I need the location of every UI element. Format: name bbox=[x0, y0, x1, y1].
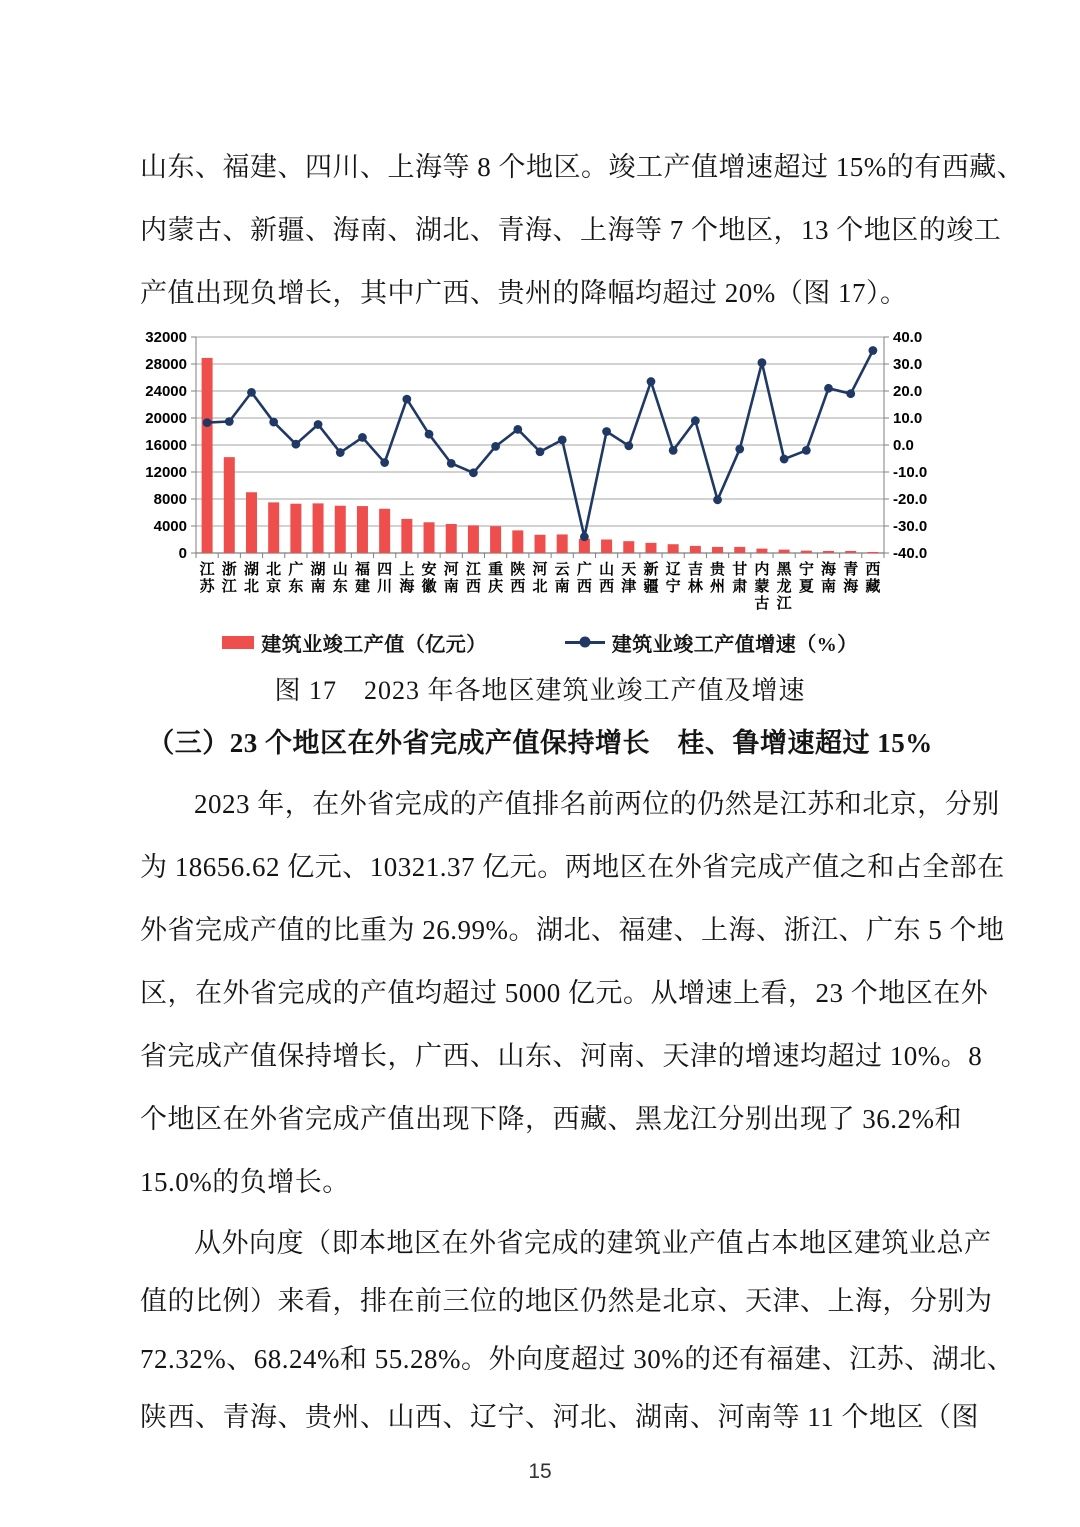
bar-新疆 bbox=[645, 543, 656, 553]
line-series-swatch bbox=[565, 641, 605, 644]
x-axis-label-char: 海 bbox=[399, 579, 415, 595]
figure-17 bbox=[140, 327, 940, 711]
line-marker-江西 bbox=[469, 468, 478, 477]
line-marker-甘肃 bbox=[735, 445, 744, 454]
text-line: 2023 年，在外省完成的产值排名前两位的仍然是江苏和北京，分别 bbox=[194, 789, 1000, 819]
legend-item-line bbox=[565, 628, 858, 657]
right-axis-label: 10.0 bbox=[893, 410, 923, 427]
line-marker-云南 bbox=[558, 435, 567, 444]
x-axis-label-char: 海 bbox=[843, 579, 859, 595]
x-axis-label-char: 西 bbox=[510, 579, 526, 595]
x-axis-label-char: 海 bbox=[821, 562, 837, 578]
bar-吉林 bbox=[690, 546, 701, 553]
growth-line bbox=[207, 351, 873, 537]
line-marker-辽宁 bbox=[669, 446, 678, 455]
x-axis-label-char: 青 bbox=[843, 562, 859, 578]
bar-内蒙古 bbox=[756, 549, 767, 553]
text-line: 值的比例）来看，排在前三位的地区仍然是北京、天津、上海，分别为 bbox=[140, 1286, 993, 1316]
x-axis-label-char: 林 bbox=[687, 579, 703, 595]
bar-天津 bbox=[623, 541, 634, 553]
line-marker-吉林 bbox=[691, 416, 700, 425]
line-marker-重庆 bbox=[491, 442, 500, 451]
bar-浙江 bbox=[224, 457, 235, 553]
x-axis-label-char: 湖 bbox=[243, 562, 259, 578]
bar-series-swatch bbox=[222, 636, 254, 649]
x-axis-label-char: 州 bbox=[710, 579, 726, 595]
x-axis-label-char: 北 bbox=[266, 562, 282, 578]
legend-line-label: 建筑业竣工产值增速（%） bbox=[611, 633, 858, 656]
x-axis-label-char: 新 bbox=[643, 562, 659, 578]
x-axis-label-char: 辽 bbox=[665, 562, 681, 578]
x-axis-label-char: 河 bbox=[532, 562, 548, 578]
line-marker-河南 bbox=[447, 459, 456, 468]
right-axis-label: -10.0 bbox=[893, 464, 928, 481]
bar-海南 bbox=[823, 551, 834, 553]
x-axis-label-char: 蒙 bbox=[754, 579, 770, 595]
x-axis-label-char: 江 bbox=[776, 596, 792, 612]
bar-广东 bbox=[290, 504, 301, 553]
x-axis-label-char: 四 bbox=[377, 562, 393, 578]
left-axis-label: 8000 bbox=[153, 491, 187, 508]
line-marker-贵州 bbox=[713, 495, 722, 504]
line-marker-dot bbox=[579, 637, 590, 648]
text-line: 陕西、青海、贵州、山西、辽宁、河北、湖南、河南等 11 个地区（图 bbox=[140, 1402, 979, 1432]
line-marker-天津 bbox=[624, 441, 633, 450]
line-marker-黑龙江 bbox=[780, 455, 789, 464]
right-axis-label: 40.0 bbox=[893, 329, 923, 346]
bar-湖北 bbox=[246, 492, 257, 553]
x-axis-label-char: 山 bbox=[332, 562, 348, 578]
x-axis-label-char: 西 bbox=[465, 579, 481, 595]
bar-山西 bbox=[601, 540, 612, 554]
text-line: 个地区在外省完成产值出现下降，西藏、黑龙江分别出现了 36.2%和 bbox=[140, 1104, 962, 1134]
x-axis-label-char: 陕 bbox=[510, 562, 526, 578]
x-axis-label-char: 西 bbox=[865, 562, 881, 578]
bar-江西 bbox=[468, 525, 479, 553]
x-axis-label-char: 夏 bbox=[798, 579, 814, 595]
x-axis-label-char: 肃 bbox=[732, 579, 748, 595]
paragraph-3 bbox=[140, 1214, 1015, 1446]
x-axis-label-char: 天 bbox=[621, 562, 637, 578]
right-axis-label: -20.0 bbox=[893, 491, 928, 508]
x-axis-label-char: 藏 bbox=[865, 579, 881, 595]
x-axis-label-char: 广 bbox=[576, 562, 592, 578]
bar-辽宁 bbox=[668, 544, 679, 553]
left-axis-label: 12000 bbox=[145, 464, 187, 481]
line-marker-海南 bbox=[824, 384, 833, 393]
x-axis-label-char: 安 bbox=[421, 562, 437, 578]
x-axis-label-char: 福 bbox=[354, 562, 370, 578]
line-marker-广西 bbox=[580, 532, 589, 541]
bar-西藏 bbox=[867, 552, 878, 554]
text-line: 省完成产值保持增长，广西、山东、河南、天津的增速均超过 10%。8 bbox=[140, 1041, 983, 1071]
x-axis-label-char: 龙 bbox=[776, 579, 792, 595]
bar-湖南 bbox=[313, 503, 324, 553]
x-axis-label-char: 江 bbox=[199, 562, 215, 578]
x-axis-label-char: 江 bbox=[465, 562, 481, 578]
text-line: 内蒙古、新疆、海南、湖北、青海、上海等 7 个地区，13 个地区的竣工 bbox=[140, 215, 1002, 245]
x-axis-label-char: 川 bbox=[377, 579, 393, 595]
text-line: 从外向度（即本地区在外省完成的建筑业产值占本地区建筑业总产 bbox=[194, 1228, 992, 1258]
text-line: 山东、福建、四川、上海等 8 个地区。竣工产值增速超过 15%的有西藏、 bbox=[140, 152, 1025, 182]
x-axis-label-char: 江 bbox=[221, 579, 237, 595]
line-marker-广东 bbox=[291, 440, 300, 449]
line-marker-上海 bbox=[402, 395, 411, 404]
bar-河南 bbox=[446, 524, 457, 553]
bar-贵州 bbox=[712, 547, 723, 553]
right-axis-label: -30.0 bbox=[893, 518, 928, 535]
line-marker-安徽 bbox=[425, 430, 434, 439]
bar-山东 bbox=[335, 506, 346, 553]
bar-四川 bbox=[379, 509, 390, 553]
x-axis-label-char: 内 bbox=[754, 562, 770, 578]
x-axis-label-char: 山 bbox=[599, 562, 615, 578]
x-axis-label-char: 西 bbox=[576, 579, 592, 595]
line-marker-四川 bbox=[380, 458, 389, 467]
x-axis-label-char: 甘 bbox=[732, 562, 748, 578]
x-axis-label-char: 广 bbox=[288, 562, 304, 578]
text-line: 72.32%、68.24%和 55.28%。外向度超过 30%的还有福建、江苏、湖北、 bbox=[140, 1344, 1015, 1374]
x-axis-label-char: 古 bbox=[754, 596, 770, 612]
text-line: 为 18656.62 亿元、10321.37 亿元。两地区在外省完成产值之和占全部在 bbox=[140, 852, 1005, 882]
chart-legend bbox=[140, 627, 940, 657]
bar-宁夏 bbox=[801, 551, 812, 553]
x-axis-label-char: 疆 bbox=[643, 579, 659, 595]
text-line: 外省完成产值的比重为 26.99%。湖北、福建、上海、浙江、广东 5 个地 bbox=[140, 915, 1005, 945]
bar-北京 bbox=[268, 502, 279, 553]
text-line: 15.0%的负增长。 bbox=[140, 1167, 350, 1197]
x-axis-label-char: 东 bbox=[332, 579, 348, 595]
bar-重庆 bbox=[490, 526, 501, 553]
line-marker-河北 bbox=[536, 447, 545, 456]
x-axis-label-char: 上 bbox=[399, 562, 415, 578]
x-axis-label-char: 北 bbox=[532, 579, 548, 595]
legend-item-bar bbox=[222, 628, 487, 657]
x-axis-label-char: 重 bbox=[488, 562, 504, 578]
x-axis-label-char: 南 bbox=[821, 579, 837, 595]
line-marker-山东 bbox=[336, 448, 345, 457]
x-axis-label-char: 苏 bbox=[199, 579, 215, 595]
left-axis-label: 0 bbox=[178, 545, 187, 562]
bar-河北 bbox=[535, 535, 546, 553]
x-axis-label-char: 吉 bbox=[687, 562, 703, 578]
x-axis-label-char: 南 bbox=[554, 579, 570, 595]
page-number: 15 bbox=[528, 1460, 552, 1483]
x-axis-label-char: 贵 bbox=[710, 562, 726, 578]
line-marker-青海 bbox=[846, 389, 855, 398]
x-axis-label-char: 徽 bbox=[421, 579, 437, 595]
line-marker-西藏 bbox=[869, 346, 878, 355]
line-marker-湖北 bbox=[247, 388, 256, 397]
x-axis-label-char: 黑 bbox=[776, 562, 792, 578]
text-line: 产值出现负增长，其中广西、贵州的降幅均超过 20%（图 17）。 bbox=[140, 278, 908, 308]
left-axis-label: 28000 bbox=[145, 356, 187, 373]
bar-甘肃 bbox=[734, 547, 745, 553]
left-axis-label: 32000 bbox=[145, 329, 187, 346]
figure-caption: 图 17 2023 年各地区建筑业竣工产值及增速 bbox=[274, 676, 806, 705]
bar-安徽 bbox=[424, 522, 435, 553]
x-axis-label-char: 津 bbox=[621, 579, 637, 595]
right-axis-label: 20.0 bbox=[893, 383, 923, 400]
x-axis-label-char: 宁 bbox=[665, 579, 681, 595]
bar-江苏 bbox=[202, 358, 213, 553]
line-marker-江苏 bbox=[203, 418, 212, 427]
right-axis-label: 30.0 bbox=[893, 356, 923, 373]
line-marker-湖南 bbox=[314, 420, 323, 429]
x-axis-label-char: 东 bbox=[288, 579, 304, 595]
intro-paragraph bbox=[140, 136, 1025, 325]
x-axis-label-char: 庆 bbox=[488, 579, 504, 595]
right-axis-label: 0.0 bbox=[893, 437, 914, 454]
x-axis-label-char: 南 bbox=[310, 579, 326, 595]
left-axis-label: 4000 bbox=[153, 518, 187, 535]
left-axis-label: 24000 bbox=[145, 383, 187, 400]
x-axis-label-char: 河 bbox=[443, 562, 459, 578]
x-axis-label-char: 北 bbox=[243, 579, 259, 595]
right-axis-label: -40.0 bbox=[893, 545, 928, 562]
x-axis-label-char: 西 bbox=[599, 579, 615, 595]
paragraph-2 bbox=[140, 773, 1005, 1214]
x-axis-label-char: 湖 bbox=[310, 562, 326, 578]
line-marker-新疆 bbox=[647, 377, 656, 386]
x-axis-label-char: 浙 bbox=[221, 562, 237, 578]
line-marker-山西 bbox=[602, 427, 611, 436]
x-axis-label-char: 宁 bbox=[798, 562, 814, 578]
bar-云南 bbox=[557, 534, 568, 553]
text-line: 区，在外省完成的产值均超过 5000 亿元。从增速上看，23 个地区在外 bbox=[140, 978, 989, 1008]
x-axis-label-char: 南 bbox=[443, 579, 459, 595]
x-axis-label-char: 云 bbox=[554, 562, 570, 578]
line-marker-内蒙古 bbox=[758, 358, 767, 367]
x-axis-label-char: 京 bbox=[266, 579, 282, 595]
bar-陕西 bbox=[512, 530, 523, 553]
left-axis-label: 20000 bbox=[145, 410, 187, 427]
line-marker-宁夏 bbox=[802, 446, 811, 455]
line-marker-浙江 bbox=[225, 417, 234, 426]
bar-上海 bbox=[401, 519, 412, 553]
bar-福建 bbox=[357, 506, 368, 553]
bar-黑龙江 bbox=[779, 550, 790, 553]
x-axis-label-char: 建 bbox=[354, 579, 370, 595]
left-axis-label: 16000 bbox=[145, 437, 187, 454]
line-marker-福建 bbox=[358, 433, 367, 442]
bar-青海 bbox=[845, 551, 856, 553]
line-marker-陕西 bbox=[513, 425, 522, 434]
completed-output-combo-chart bbox=[140, 327, 940, 623]
legend-bar-label: 建筑业竣工产值（亿元） bbox=[261, 633, 487, 656]
section-heading: （三）23 个地区在外省完成产值保持增长 桂、鲁增速超过 15% bbox=[147, 728, 933, 758]
line-marker-北京 bbox=[269, 418, 278, 427]
